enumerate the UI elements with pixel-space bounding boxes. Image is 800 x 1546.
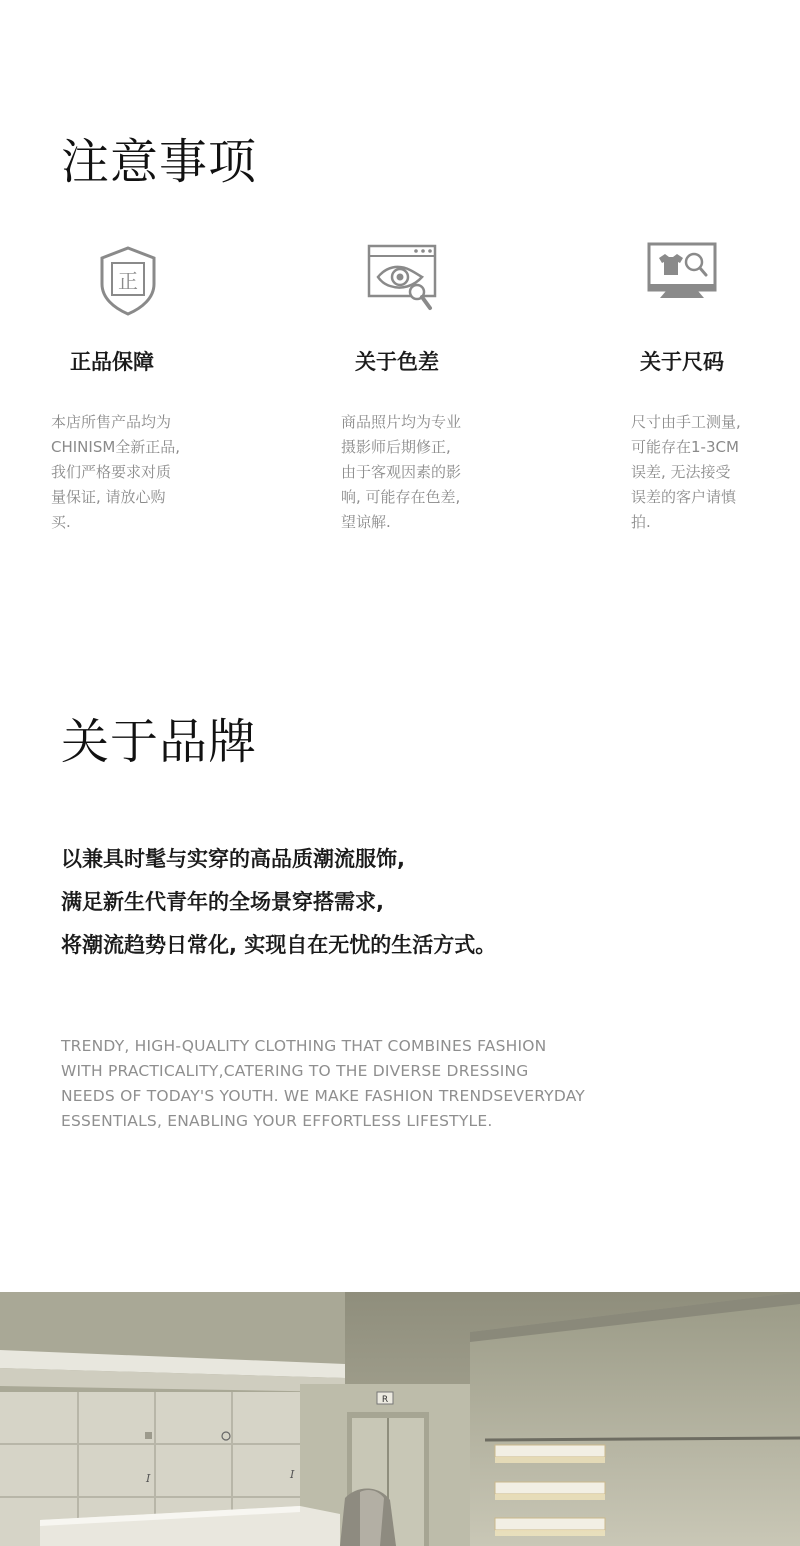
authentic-shield-icon <box>88 240 168 320</box>
feature-title: 关于尺码 <box>640 350 724 374</box>
brand-statement-line: 以兼具时髦与实穿的高品质潮流服饰, <box>61 847 405 871</box>
brand-statement-line-en: WITH PRACTICALITY,CATERING TO THE DIVERSE DRESSING <box>61 1062 529 1080</box>
authentic-icon-char: 正 <box>118 269 138 293</box>
feature-title: 关于色差 <box>355 350 439 374</box>
brand-statement-line-en: TRENDY, HIGH-QUALITY CLOTHING THAT COMBINES FASHION <box>61 1037 547 1055</box>
notice-title: 注意事项 <box>61 134 258 190</box>
feature-title: 正品保障 <box>70 350 154 374</box>
store-interior-photo <box>0 1292 800 1546</box>
brand-statement-line-en: NEEDS OF TODAY'S YOUTH. WE MAKE FASHION TRENDSEVERYDAY <box>61 1087 585 1105</box>
wall-letter: I <box>290 1468 295 1481</box>
feature-description: 尺寸由手工测量, 可能存在1-3CM 误差, 无法接受 误差的客户请慎 拍. <box>631 413 741 531</box>
brand-statement-cn <box>61 838 496 967</box>
size-monitor-icon <box>642 240 722 320</box>
color-check-icon <box>364 240 444 320</box>
wall-letter: I <box>146 1472 151 1485</box>
brand-statement-en <box>61 1034 585 1134</box>
brand-statement-line: 满足新生代青年的全场景穿搭需求, <box>61 890 384 914</box>
door-sign: R <box>381 1395 389 1405</box>
brand-statement-line: 将潮流趋势日常化, 实现自在无忧的生活方式。 <box>61 933 497 957</box>
feature-description: 本店所售产品均为 CHINISM全新正品, 我们严格要求对质 量保证, 请放心购 买. <box>51 413 181 531</box>
brand-statement-line-en: ESSENTIALS, ENABLING YOUR EFFORTLESS LIFESTYLE. <box>61 1112 493 1130</box>
feature-description: 商品照片均为专业 摄影师后期修正, 由于客观因素的影 响, 可能存在色差, 望谅解. <box>341 413 462 531</box>
brand-title: 关于品牌 <box>61 714 258 770</box>
store-interior-illustration <box>0 1292 800 1546</box>
